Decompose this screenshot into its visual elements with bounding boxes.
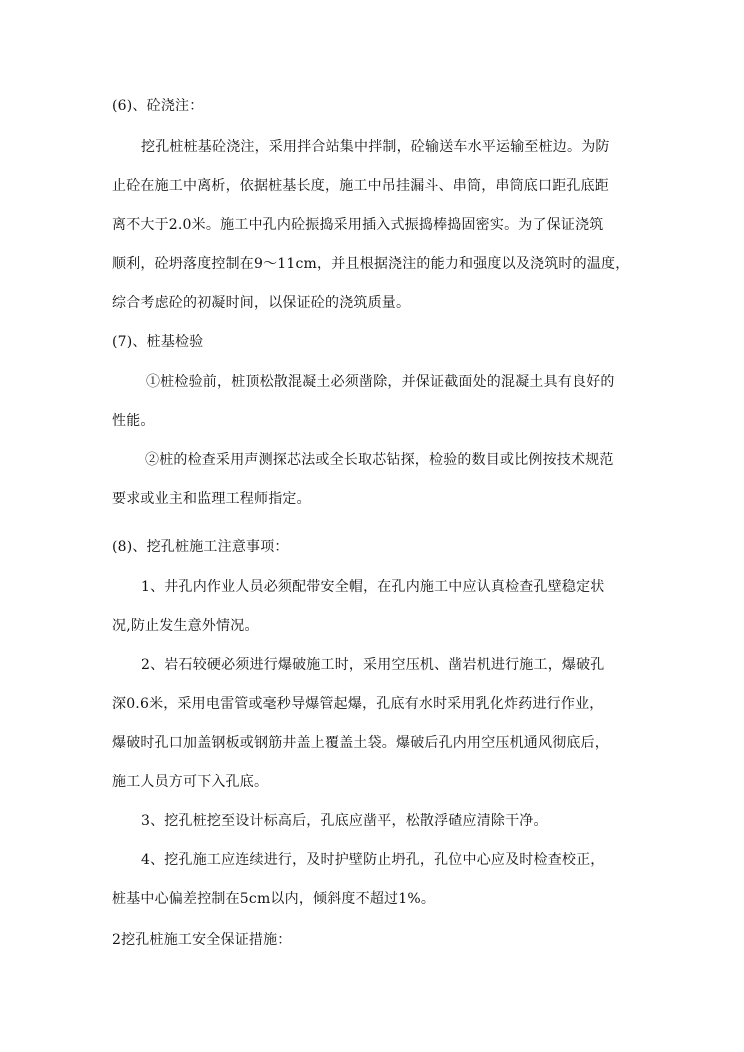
paragraph-line: 挖孔桩桩基砼浇注，采用拌合站集中拌制，砼输送车水平运输至桩边。为防 xyxy=(141,139,610,155)
paragraph-line: 止砼在施工中离析，依据桩基长度，施工中吊挂漏斗、串筒，串筒底口距孔底距 xyxy=(112,178,609,194)
paragraph-line: 爆破时孔口加盖钢板或钢筋井盖上覆盖土袋。爆破后孔内用空压机通风彻底后， xyxy=(112,735,609,751)
paragraph-line: 况,防止发生意外情况。 xyxy=(112,618,259,634)
paragraph-line: 4、挖孔施工应连续进行，及时护壁防止坍孔，孔位中心应及时检查校正， xyxy=(141,852,605,868)
paragraph-line: 2、岩石较硬必须进行爆破施工时，采用空压机、凿岩机进行施工，爆破孔 xyxy=(141,657,605,673)
section-8-heading: (8)、挖孔桩施工注意事项： xyxy=(112,539,289,555)
paragraph-line: 3、挖孔桩挖至设计标高后，孔底应凿平，松散浮碴应清除干净。 xyxy=(141,813,548,829)
paragraph-line: 施工人员方可下入孔底。 xyxy=(112,774,269,790)
section-7-heading: (7)、桩基检验 xyxy=(112,334,204,350)
paragraph-line: 深0.6米，采用电雷管或毫秒导爆管起爆，孔底有水时采用乳化炸药进行作业， xyxy=(112,696,604,712)
paragraph-line: 顺利，砼坍落度控制在9～11cm，并且根据浇注的能力和强度以及浇筑时的温度， xyxy=(112,256,630,272)
section-6-heading: (6)、砼浇注： xyxy=(112,98,204,114)
paragraph-line: 性能。 xyxy=(112,413,155,429)
paragraph-line: 桩基中心偏差控制在5cm以内，倾斜度不超过1%。 xyxy=(112,891,436,907)
paragraph-line: ②桩的检查采用声测探芯法或全长取芯钻探，检验的数目或比例按技术规范 xyxy=(145,452,614,468)
paragraph-line: 综合考虑砼的初凝时间，以保证砼的浇筑质量。 xyxy=(112,295,411,311)
paragraph-line: 1、井孔内作业人员必须配带安全帽，在孔内施工中应认真检查孔壁稳定状 xyxy=(141,579,605,595)
section-2-heading: 2挖孔桩施工安全保证措施： xyxy=(112,932,292,948)
paragraph-line: 要求或业主和监理工程师指定。 xyxy=(112,491,311,507)
paragraph-line: ①桩检验前，桩顶松散混凝土必须凿除，并保证截面处的混凝土具有良好的 xyxy=(146,374,615,390)
paragraph-line: 离不大于2.0米。施工中孔内砼振捣采用插入式振捣棒捣固密实。为了保证浇筑 xyxy=(112,217,604,233)
